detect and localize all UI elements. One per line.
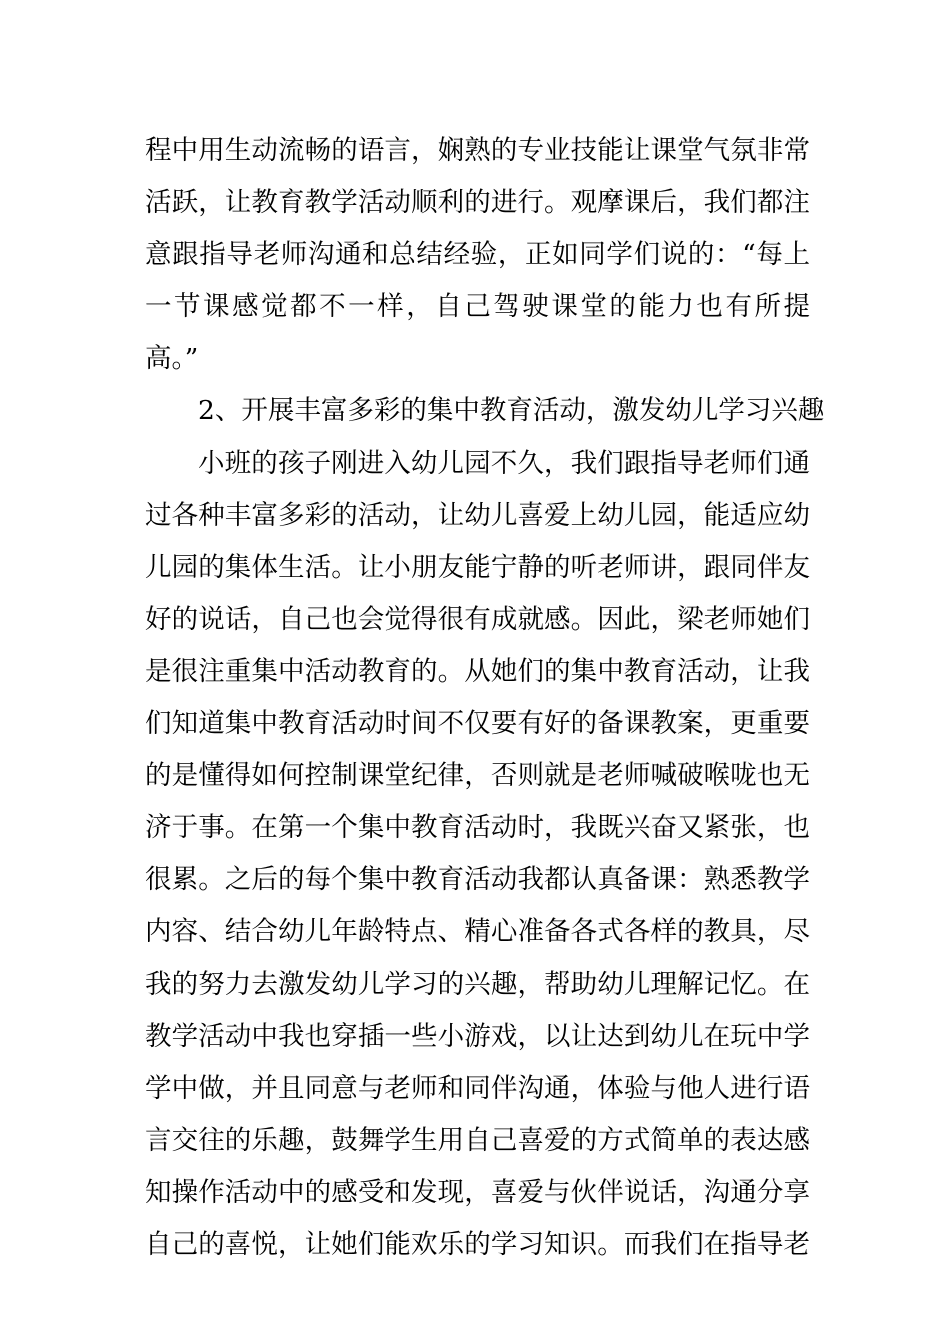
text-line: 儿园的集体生活。让小朋友能宁静的听老师讲，跟同伴友 bbox=[145, 551, 810, 583]
text-line: 意跟指导老师沟通和总结经验，正如同学们说的：“每上 bbox=[145, 239, 810, 271]
text-line: 济于事。在第一个集中教育活动时，我既兴奋又紧张，也 bbox=[145, 812, 810, 844]
text-line: 是很注重集中活动教育的。从她们的集中教育活动，让我 bbox=[145, 655, 810, 687]
text-line: 一节课感觉都不一样，自己驾驶课堂的能力也有所提 bbox=[145, 291, 810, 323]
text-line: 内容、结合幼儿年龄特点、精心准备各式各样的教具，尽 bbox=[145, 916, 810, 948]
text-line: 我的努力去激发幼儿学习的兴趣，帮助幼儿理解记忆。在 bbox=[145, 968, 810, 1000]
body-text bbox=[145, 125, 825, 1271]
text-line: 很累。之后的每个集中教育活动我都认真备课：熟悉教学 bbox=[145, 864, 810, 896]
text-line: 自己的喜悦，让她们能欢乐的学习知识。而我们在指导老 bbox=[145, 1228, 810, 1260]
text-line: 学中做，并且同意与老师和同伴沟通，体验与他人进行语 bbox=[145, 1072, 810, 1104]
text-line: 好的说话，自己也会觉得很有成就感。因此，梁老师她们 bbox=[145, 603, 810, 635]
text-line: 高。” bbox=[145, 343, 199, 375]
text-line: 言交往的乐趣，鼓舞学生用自己喜爱的方式简单的表达感 bbox=[145, 1124, 810, 1156]
text-line: 程中用生动流畅的语言，娴熟的专业技能让课堂气氛非常 bbox=[145, 135, 810, 166]
text-line: 活跃，让教育教学活动顺利的进行。观摩课后，我们都注 bbox=[145, 187, 810, 219]
text-line: 过各种丰富多彩的活动，让幼儿喜爱上幼儿园，能适应幼 bbox=[145, 499, 810, 531]
text-line: 的是懂得如何控制课堂纪律，否则就是老师喊破喉咙也无 bbox=[145, 760, 810, 792]
section-heading: 2、开展丰富多彩的集中教育活动，激发幼儿学习兴趣 bbox=[198, 395, 825, 427]
text-line: 小班的孩子刚进入幼儿园不久，我们跟指导老师们通 bbox=[198, 447, 810, 479]
text-line: 们知道集中教育活动时间不仅要有好的备课教案，更重要 bbox=[145, 708, 810, 740]
text-line: 教学活动中我也穿插一些小游戏，以让达到幼儿在玩中学 bbox=[145, 1020, 810, 1052]
text-line: 知操作活动中的感受和发现，喜爱与伙伴说话，沟通分享 bbox=[145, 1176, 810, 1208]
